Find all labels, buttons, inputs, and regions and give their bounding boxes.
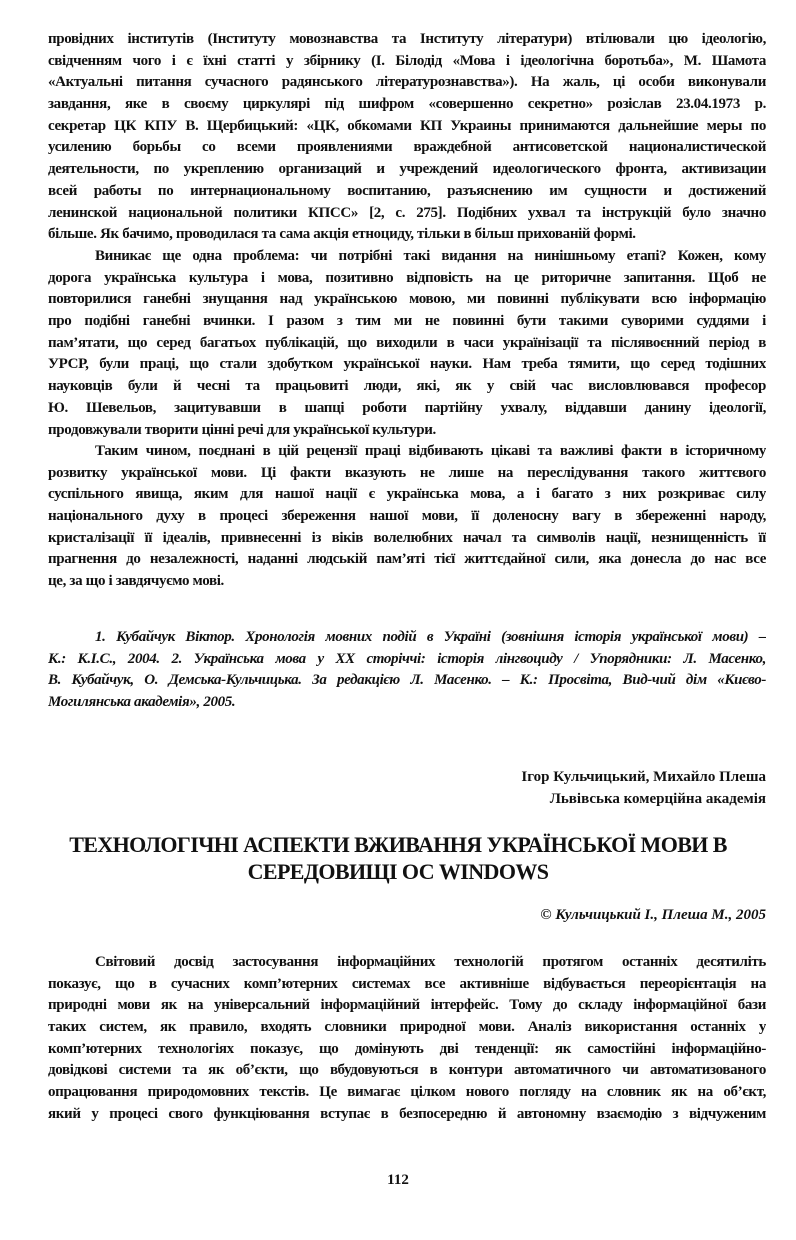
text-line: Ю. Шевельов, зацитувавши в шапці роботи партійну ухвалу, віддавши данину ідеології, bbox=[48, 399, 766, 416]
text-line: кристалізації її ідеалів, привнесенні із віків волелюбних начал та символів нації, незнищенність її bbox=[48, 529, 766, 546]
text-line: таких систем, як правило, входять словники природної мови. Аналіз використання останніх у bbox=[48, 1019, 766, 1036]
text-line: національного духу в процесі збереження нашої мови, її доленосну вагу в збереженні народу, bbox=[48, 508, 766, 525]
page-number: 112 bbox=[387, 1172, 409, 1188]
text-line: більше. Як бачимо, проводилася та сама акція етноциду, тільки в більш прихованій формі. bbox=[48, 226, 636, 243]
article-authors bbox=[48, 766, 766, 810]
text-line: який у процесі свого функціювання вступає в безпосередню й автономну взаємодію з відчуженим bbox=[48, 1105, 766, 1122]
text-line: продовжували творити цінні речі для української культури. bbox=[48, 421, 436, 438]
affiliation: Львівська комерційна академія bbox=[549, 791, 766, 807]
text-line: прагнення до незалежності, наданні людській пам’яті тієї життєдайної сили, яка донесла до нас все bbox=[48, 551, 766, 568]
text-line: секретар ЦК КПУ В. Щербицький: «ЦК, обкомами КП Украины принимаются дальнейшие меры по bbox=[48, 117, 766, 134]
text-line: пам’ятати, що серед багатьох публікацій, що виходили в часи українізації та післявоєнний період в bbox=[48, 334, 766, 351]
text-line: це, за що і завдячуємо мові. bbox=[48, 573, 224, 590]
text-line: суспільного явища, яким для нашої нації є українська мова, а і багато з них розкриває силу bbox=[48, 486, 766, 503]
text-line: опрацювання природомовних текстів. Це вимагає цілком нового погляду на словник як на об’єкт, bbox=[48, 1084, 766, 1101]
paragraph-4 bbox=[48, 952, 766, 1126]
paragraph-1 bbox=[48, 29, 766, 246]
references bbox=[48, 627, 766, 714]
text-line: Таким чином, поєднані в цій рецензії праці відбивають цікаві та важливі факти в історичному bbox=[95, 443, 766, 459]
text-line: провідних інститутів (Інституту мовознавства та Інституту літератури) втілювали цю ідеологію, bbox=[48, 31, 766, 47]
title-line-1: ТЕХНОЛОГІЧНІ АСПЕКТИ ВЖИВАННЯ УКРАЇНСЬКОЇ МОВИ В bbox=[69, 832, 727, 857]
text-line: дорога українська культура і мова, позитивно відповість на це риторичне запитання. Щоб не bbox=[48, 269, 766, 286]
text-line: В. Кубайчук, О. Демська-Кульчицька. За редакцією Л. Масенко. – К.: Просвіта, Вид-чий дім «Києво- bbox=[48, 672, 766, 689]
text-line: К.: К.І.С., 2004. 2. Українська мова у ХХ сторіччі: історія лінгвоциду / Упорядники: Л. Масенко, bbox=[48, 650, 766, 667]
text-line: про подібні ганебні вчинки. І разом з тим ми не повинні бути такими суворими суддями і bbox=[48, 313, 766, 330]
paragraph-3 bbox=[48, 441, 766, 593]
article-title bbox=[0, 831, 796, 885]
title-line-2: СЕРЕДОВИЩІ ОС WINDOWS bbox=[247, 859, 549, 884]
text-line: довідкові системи та як об’єкти, що вбудовуються в контури автоматичного чи автоматизованого bbox=[48, 1062, 766, 1079]
copyright: © Кульчицький І., Плеша М., 2005 bbox=[540, 907, 766, 923]
text-line: завдання, яке в своєму циркулярі під шифром «совершенно секретно» розіслав 23.04.1973 р. bbox=[48, 96, 766, 113]
text-line: свідченням чого і є їхні статті у збірнику (І. Білодід «Мова і ідеологічна боротьба», М. Шамота bbox=[48, 52, 766, 69]
authors: Ігор Кульчицький, Михайло Плеша bbox=[521, 769, 766, 785]
text-line: показує, що в сучасних комп’ютерних системах все активніше відбувається переорієнтація на bbox=[48, 975, 766, 992]
paragraph-2 bbox=[48, 246, 766, 441]
text-line: комп’ютерних технологіях показує, що домінують дві тенденції: як самостійні інформаційно- bbox=[48, 1040, 766, 1057]
text-line: усилению борьбы со всеми проявлениями враждебной антисоветской националистической bbox=[48, 139, 766, 156]
text-line: розвитку української мови. Ці факти вказують не лише на переслідування такого життєвого bbox=[48, 464, 766, 481]
text-line: природні мови як на універсальний інформаційний інтерфейс. Тому до складу інформаційної бази bbox=[48, 997, 766, 1014]
text-line: Виникає ще одна проблема: чи потрібні такі видання на нинішньому етапі? Кожен, кому bbox=[95, 248, 766, 264]
text-line: ленинской национальной политики КПСС» [2, с. 275]. Подібних ухвал та інструкцій було значно bbox=[48, 204, 766, 221]
text-line: науковців були й чесні та працьовиті люди, які, як у свій час висловлювався професор bbox=[48, 378, 766, 395]
text-line: «Актуальні питання сучасного радянського літературознавства»). На жаль, ці особи виконували bbox=[48, 74, 766, 91]
text-line: Світовий досвід застосування інформаційних технологій протягом останніх десятиліть bbox=[95, 954, 766, 970]
text-line: всей работы по интернациональному воспитанию, разъяснению им сущности и достижений bbox=[48, 182, 766, 199]
text-line: повторилися ганебні знущання над українською мовою, ми повинні публікувати всю інформацію bbox=[48, 291, 766, 308]
text-line: УРСР, були праці, що стали здобутком української науки. Нам треба тямити, що серед тодішних bbox=[48, 356, 766, 373]
text-line: деятельности, по укреплению организаций и учреждений идеологического фронта, активизации bbox=[48, 161, 766, 178]
text-line: Могилянська академія», 2005. bbox=[48, 694, 236, 711]
text-line: 1. Кубайчук Віктор. Хронологія мовних подій в Україні (зовнішня історія української мови) – bbox=[95, 629, 766, 645]
